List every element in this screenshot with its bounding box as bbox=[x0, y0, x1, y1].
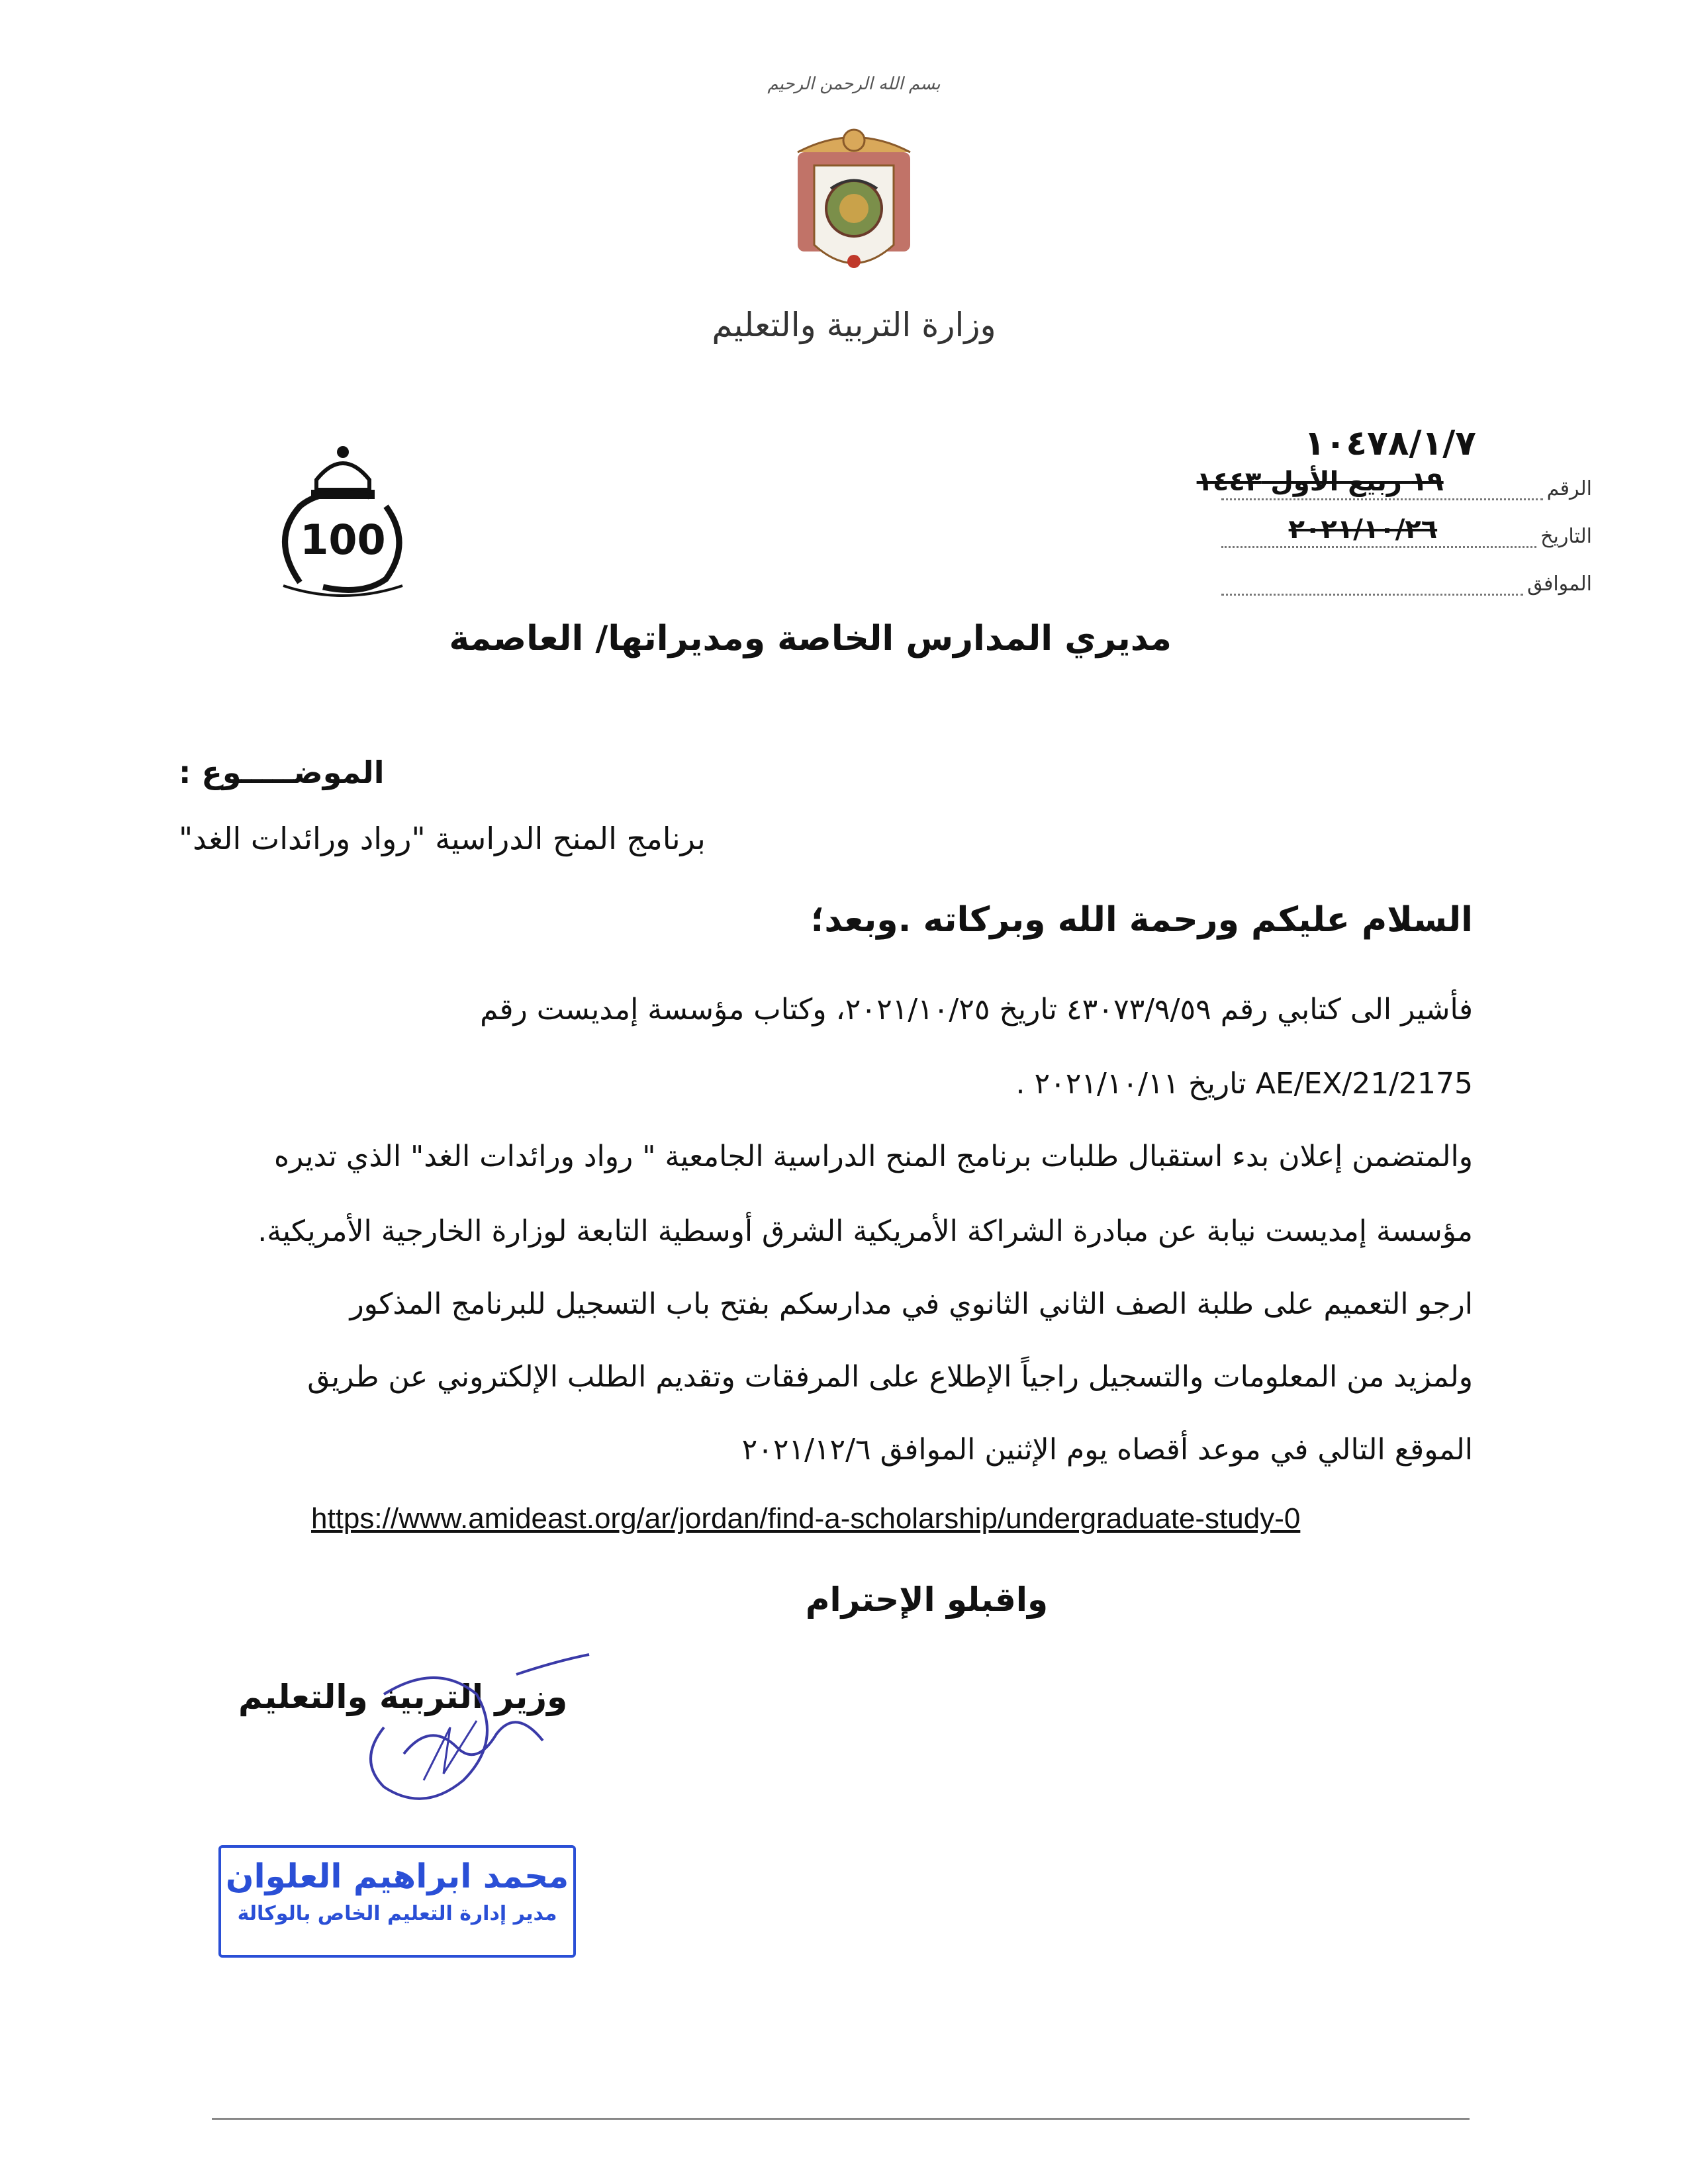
paragraph-line: والمتضمن إعلان بدء استقبال طلبات برنامج المنح الدراسية الجامعية " رواد ورائدات الغد" الذي تديره bbox=[273, 1140, 1473, 1173]
centennial-crown-logo-icon bbox=[270, 433, 416, 599]
paragraph-line: الموقع التالي في موعد أقصاه يوم الإثنين الموافق ٢٠٢١/١٢/٦ bbox=[741, 1433, 1473, 1467]
jordan-coat-of-arms-icon bbox=[784, 126, 923, 291]
date-row bbox=[1221, 511, 1592, 548]
corresponding-label: الموافق bbox=[1526, 572, 1592, 596]
recipient: مديري المدارس الخاصة ومديراتها/ العاصمة bbox=[449, 619, 1172, 659]
dotted-leader bbox=[1221, 514, 1536, 548]
official-stamp bbox=[218, 1845, 576, 1958]
dotted-leader bbox=[1221, 567, 1523, 596]
stamp-title: مدير إدارة التعليم الخاص بالوكالة bbox=[237, 1902, 557, 1925]
signatory-title: وزير التربية والتعليم bbox=[238, 1678, 568, 1716]
date-value: ٢٠٢١/١٠/٢٦ bbox=[1288, 514, 1438, 545]
centennial-number: 100 bbox=[300, 516, 386, 564]
dotted-leader bbox=[1196, 467, 1543, 500]
footer-divider bbox=[212, 2118, 1470, 2120]
handwritten-reference-number: ١٠٤٧٨/١/٧ bbox=[1303, 424, 1476, 463]
greeting: السلام عليكم ورحمة الله وبركاته .وبعد؛ bbox=[810, 900, 1473, 940]
scholarship-link[interactable]: https://www.amideast.org/ar/jordan/find-a-scholarship/undergraduate-study-0 bbox=[311, 1502, 1301, 1535]
number-value: ١٩ ربيع الأول ١٤٤٣ bbox=[1196, 467, 1444, 497]
number-label: الرقم bbox=[1546, 477, 1592, 500]
date-label: التاريخ bbox=[1540, 525, 1592, 548]
handwritten-signature-icon bbox=[344, 1648, 596, 1820]
reference-number-row bbox=[1196, 463, 1592, 500]
corresponding-row bbox=[1221, 559, 1592, 596]
basmala: بسم الله الرحمن الرحيم bbox=[767, 74, 941, 94]
paragraph-line: فأشير الى كتابي رقم ٤٣٠٧٣/٩/٥٩ تاريخ ٢٠٢١/١٠/٢٥، وكتاب مؤسسة إمديست رقم bbox=[480, 993, 1473, 1026]
paragraph-line: ولمزيد من المعلومات والتسجيل راجياً الإطلاع على المرفقات وتقديم الطلب الإلكتروني عن طريق bbox=[307, 1360, 1473, 1394]
closing: واقبلو الإحترام bbox=[805, 1580, 1049, 1619]
paragraph-line: ارجو التعميم على طلبة الصف الثاني الثانوي في مدارسكم بفتح باب التسجيل للبرنامج المذكور bbox=[350, 1287, 1473, 1321]
subject-text: برنامج المنح الدراسية "رواد ورائدات الغد" bbox=[179, 821, 706, 856]
subject-label: الموضـــــوع : bbox=[179, 754, 385, 790]
ministry-name: وزارة التربية والتعليم bbox=[712, 306, 996, 344]
paragraph-line: مؤسسة إمديست نيابة عن مبادرة الشراكة الأمريكية الشرق أوسطية التابعة لوزارة الخارجية الأمريكية. bbox=[258, 1214, 1473, 1248]
stamp-name: محمد ابراهيم العلوان bbox=[225, 1857, 569, 1895]
paragraph-line: AE/EX/21/2175 تاريخ ٢٠٢١/١٠/١١ . bbox=[1015, 1067, 1473, 1101]
